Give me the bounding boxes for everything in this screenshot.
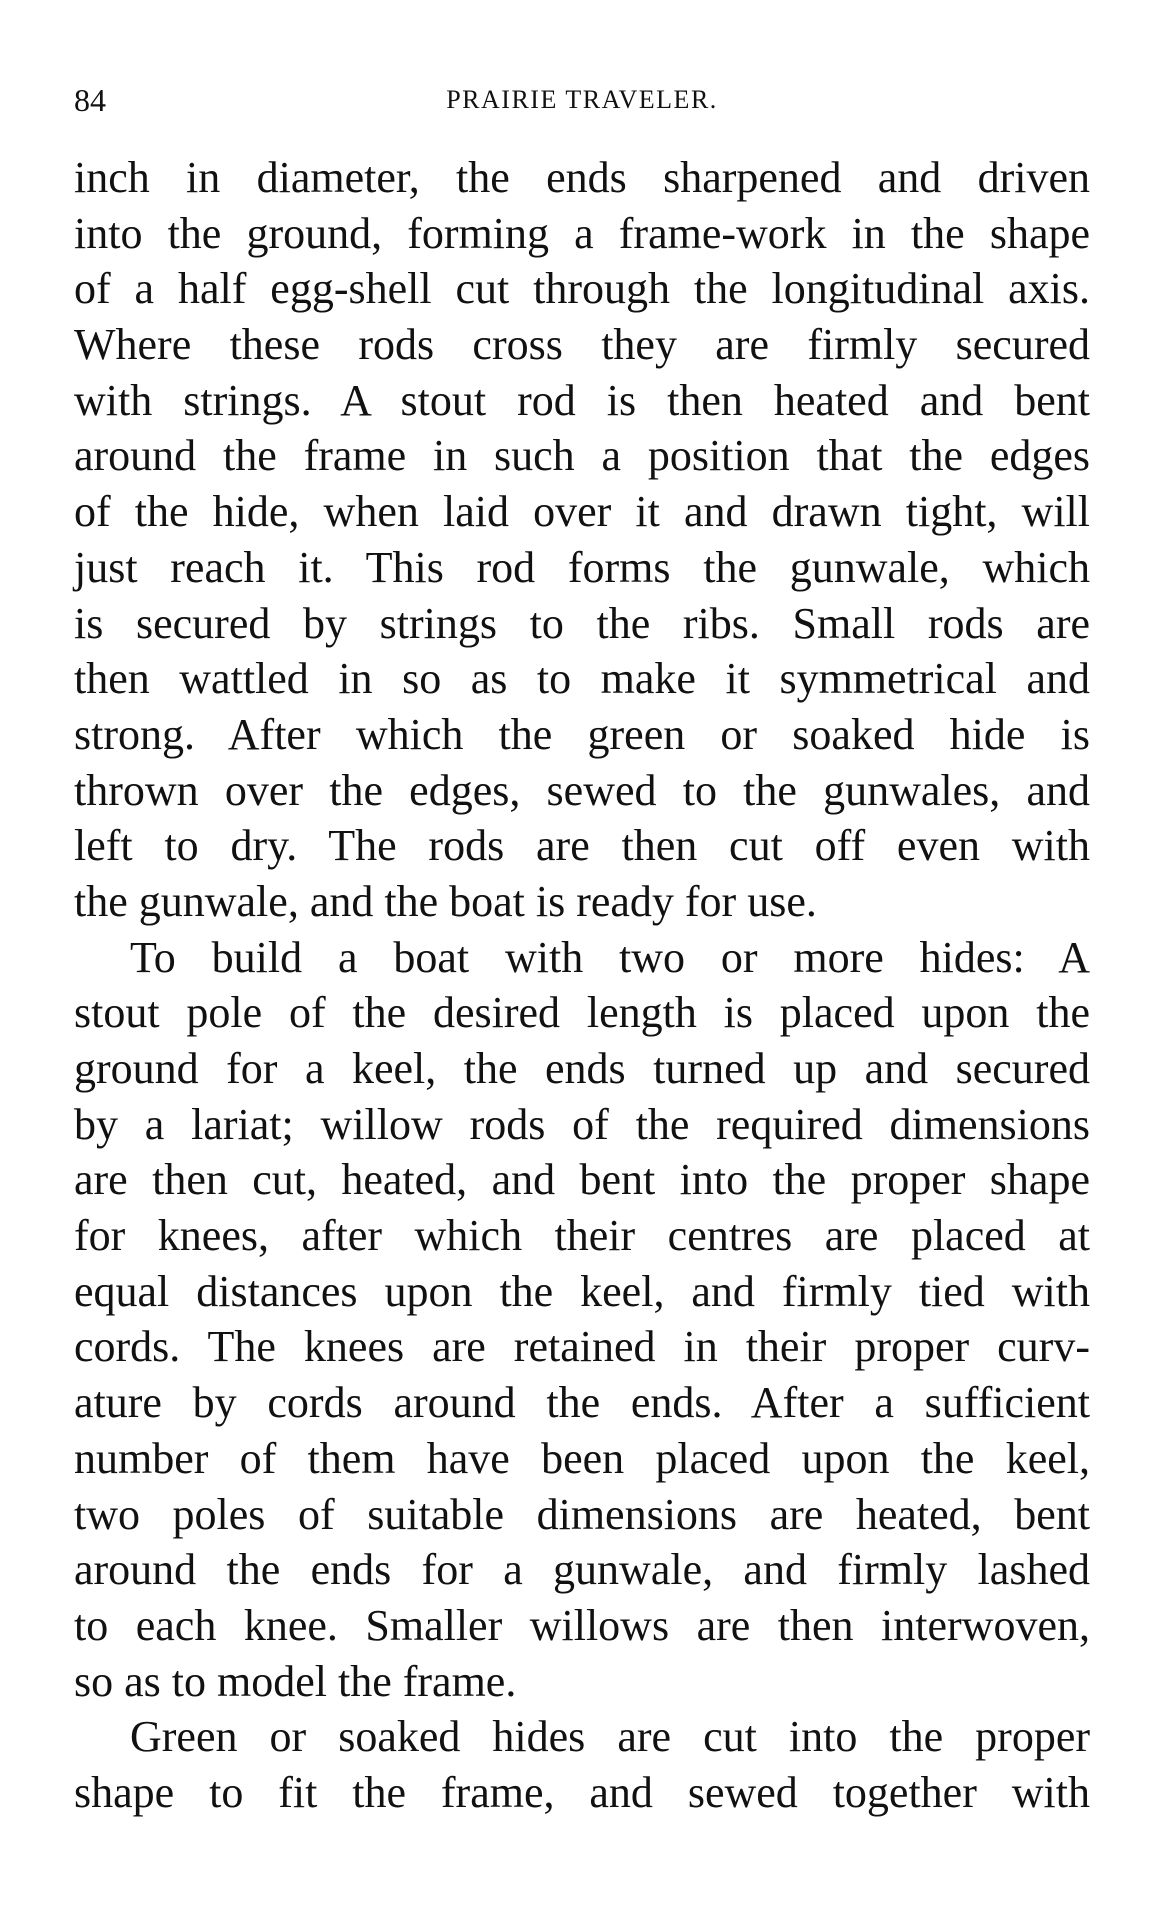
text-line: of a half egg-shell cut through the longitudinal axis. bbox=[74, 264, 1090, 314]
body-text bbox=[74, 150, 1090, 1821]
text-line: around the frame in such a position that the edges bbox=[74, 431, 1090, 481]
text-line: Where these rods cross they are firmly secured bbox=[74, 320, 1090, 370]
text-line: inch in diameter, the ends sharpened and driven bbox=[74, 153, 1090, 202]
text-line: to each knee. Smaller willows are then interwoven, bbox=[74, 1600, 1090, 1650]
text-line: To build a boat with two or more hides: A bbox=[130, 932, 1090, 982]
text-line: into the ground, forming a frame-work in the shape bbox=[74, 208, 1090, 258]
paragraph bbox=[74, 150, 1090, 930]
text-line: equal distances upon the keel, and firmly tied with bbox=[74, 1266, 1090, 1316]
text-line: two poles of suitable dimensions are heated, bent bbox=[74, 1489, 1090, 1539]
text-line: shape to fit the frame, and sewed together with bbox=[74, 1767, 1090, 1817]
text-line: ature by cords around the ends. After a sufficient bbox=[74, 1378, 1090, 1428]
text-line: are then cut, heated, and bent into the proper shape bbox=[74, 1155, 1090, 1205]
page-number: 84 bbox=[74, 81, 106, 118]
text-line: number of them have been placed upon the keel, bbox=[74, 1433, 1090, 1483]
paragraph bbox=[74, 1709, 1090, 1820]
text-line: ground for a keel, the ends turned up and secured bbox=[74, 1044, 1090, 1093]
text-line: by a lariat; willow rods of the required dimensions bbox=[74, 1099, 1090, 1149]
text-line: just reach it. This rod forms the gunwale, which bbox=[74, 542, 1090, 592]
text-line: of the hide, when laid over it and drawn tight, will bbox=[74, 487, 1090, 537]
running-title: PRAIRIE TRAVELER. bbox=[446, 85, 718, 114]
text-line: so as to model the frame. bbox=[74, 1656, 517, 1706]
text-line: is secured by strings to the ribs. Small rods are bbox=[74, 598, 1090, 648]
text-line: with strings. A stout rod is then heated and bent bbox=[74, 375, 1090, 425]
text-line: around the ends for a gunwale, and firmly lashed bbox=[74, 1545, 1090, 1595]
paragraph bbox=[74, 930, 1090, 1710]
text-line: Green or soaked hides are cut into the proper bbox=[130, 1712, 1090, 1762]
text-line: for knees, after which their centres are placed at bbox=[74, 1211, 1090, 1261]
text-line: left to dry. The rods are then cut off even with bbox=[74, 821, 1090, 871]
text-line: thrown over the edges, sewed to the gunwales, and bbox=[74, 765, 1090, 815]
running-head bbox=[74, 80, 1090, 120]
text-line: cords. The knees are retained in their proper curv- bbox=[74, 1322, 1090, 1372]
text-line: strong. After which the green or soaked hide is bbox=[74, 709, 1090, 759]
text-line: then wattled in so as to make it symmetrical and bbox=[74, 654, 1090, 704]
text-line: the gunwale, and the boat is ready for use. bbox=[74, 876, 817, 926]
text-line: stout pole of the desired length is placed upon the bbox=[74, 988, 1090, 1038]
